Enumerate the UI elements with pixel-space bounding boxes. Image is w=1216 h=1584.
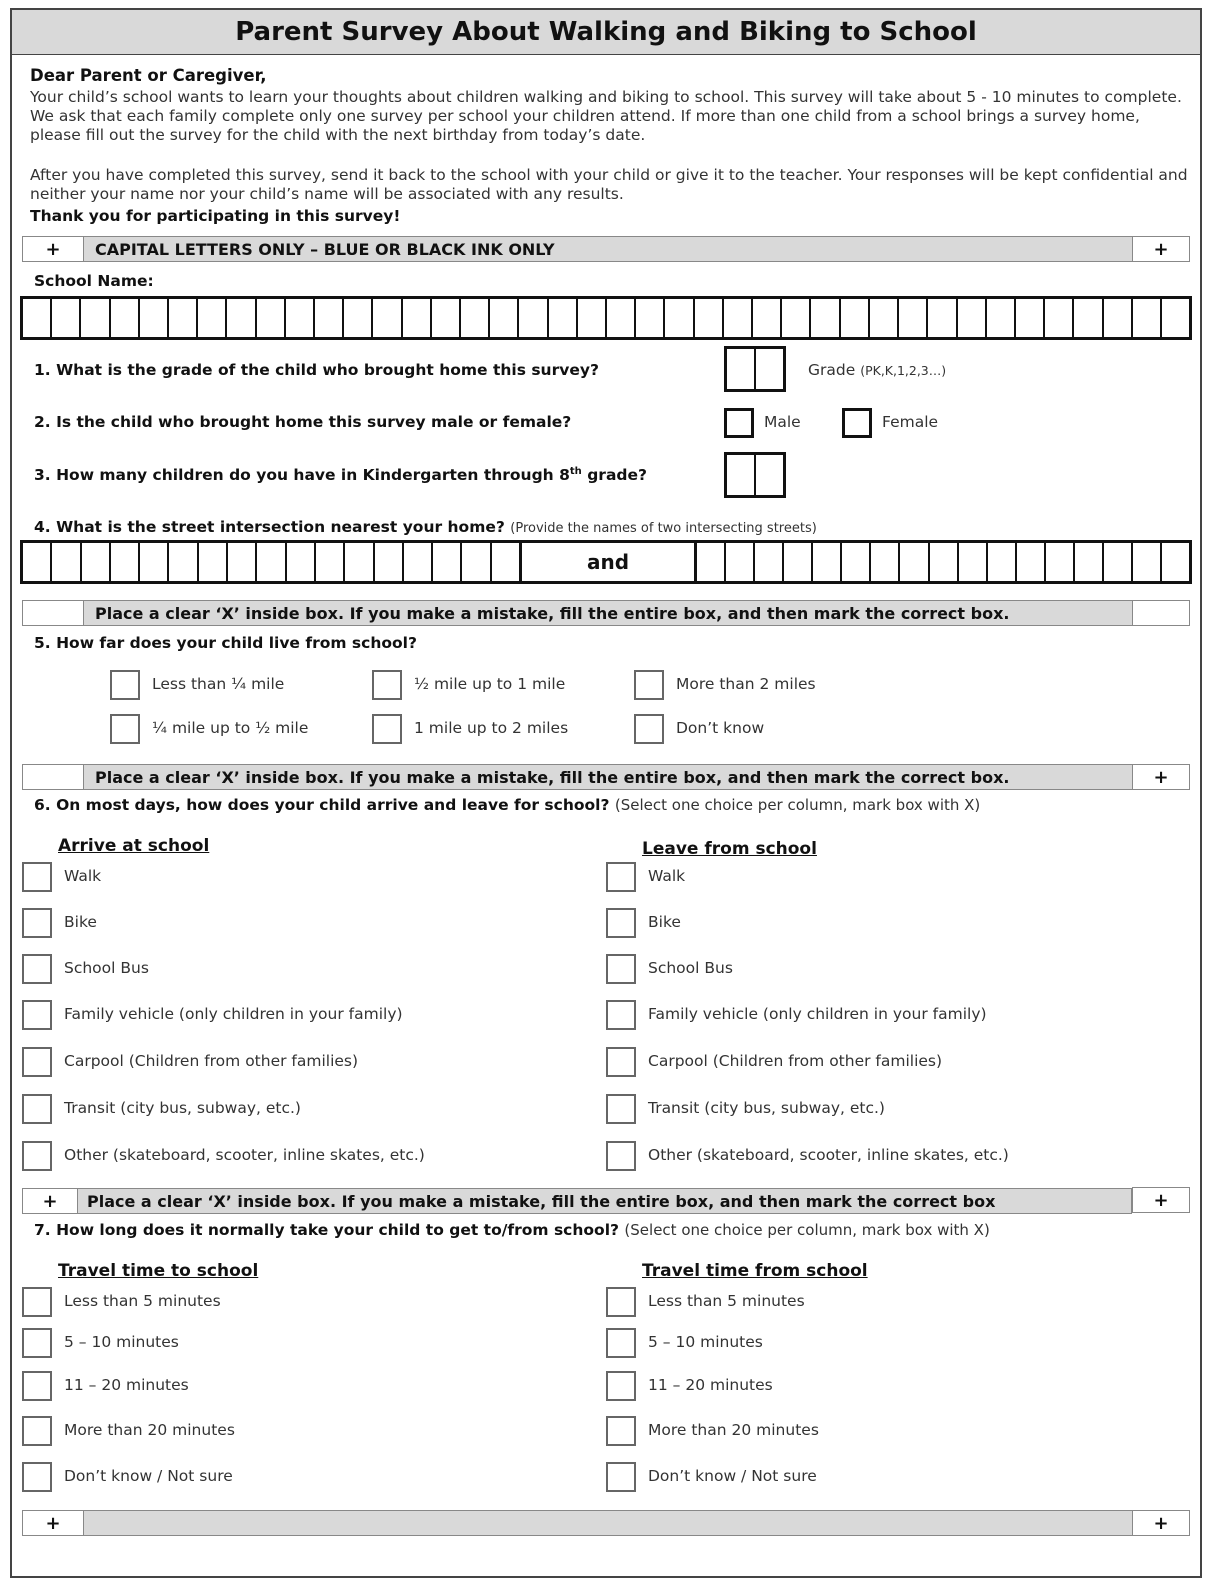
letter-box[interactable] [138, 543, 167, 581]
letter-box[interactable] [897, 299, 926, 337]
q5-label: 5. How far does your child live from school? [34, 634, 417, 652]
time-to-option-checkbox[interactable] [22, 1371, 52, 1401]
letter-box[interactable] [693, 299, 722, 337]
letter-box[interactable] [751, 299, 780, 337]
arrive-option-checkbox[interactable] [22, 1141, 52, 1171]
letter-box[interactable] [1015, 543, 1044, 581]
q3-label-text: 3. How many children do you have in Kindergarten through 8 [34, 466, 570, 485]
letter-box[interactable] [430, 299, 459, 337]
letter-box[interactable] [1073, 543, 1102, 581]
letter-box[interactable] [957, 543, 986, 581]
time-from-option-label: 5 – 10 minutes [648, 1333, 763, 1351]
female-checkbox[interactable] [842, 408, 872, 438]
time-from-option-checkbox[interactable] [606, 1328, 636, 1358]
arrive-option-label: Family vehicle (only children in your family) [64, 1005, 403, 1023]
letter-box[interactable] [225, 299, 254, 337]
letter-box[interactable] [1131, 299, 1160, 337]
letter-box[interactable] [1131, 543, 1160, 581]
letter-box[interactable] [1160, 543, 1189, 581]
q7-label [34, 1221, 990, 1239]
grade-digit-1[interactable] [727, 349, 754, 389]
time-from-option-checkbox[interactable] [606, 1371, 636, 1401]
letter-box[interactable] [634, 299, 663, 337]
distance-option-checkbox[interactable] [634, 670, 664, 700]
letter-box[interactable] [371, 299, 400, 337]
letter-box[interactable] [373, 543, 402, 581]
leave-option-label: Other (skateboard, scooter, inline skates, etc.) [648, 1146, 1009, 1164]
distance-option-checkbox[interactable] [110, 714, 140, 744]
distance-option-label: Don’t know [676, 719, 765, 737]
letter-box[interactable] [839, 299, 868, 337]
instruction-bar [22, 600, 1190, 626]
letter-box[interactable] [80, 543, 109, 581]
q1-label: 1. What is the grade of the child who brought home this survey? [34, 361, 599, 379]
letter-box[interactable] [697, 543, 724, 581]
time-to-option-checkbox[interactable] [22, 1462, 52, 1492]
time-from-option-label: Don’t know / Not sure [648, 1467, 817, 1485]
letter-box[interactable] [342, 299, 371, 337]
letter-box[interactable] [809, 299, 838, 337]
leave-option-checkbox[interactable] [606, 862, 636, 892]
letter-box[interactable] [926, 299, 955, 337]
children-count-input[interactable] [724, 452, 786, 498]
letter-box[interactable] [255, 543, 284, 581]
q4-label [34, 518, 817, 536]
arrive-option-checkbox[interactable] [22, 954, 52, 984]
plus-icon: + [1132, 764, 1190, 790]
letter-box[interactable] [753, 543, 782, 581]
leave-column-heading: Leave from school [642, 839, 817, 859]
letter-box[interactable] [780, 299, 809, 337]
letter-box[interactable] [1014, 299, 1043, 337]
distance-option-label: ¼ mile up to ½ mile [152, 719, 309, 737]
time-to-option-checkbox[interactable] [22, 1328, 52, 1358]
intro-paragraph-1: Your child’s school wants to learn your thoughts about children walking and biking to school. This survey will take about 5 - 10 minutes to complete. We ask that each family complete only one survey per school your children attend. If more than one child from a school brings a survey home, please fill out the survey for the child with the next birthday from today’s date. [30, 88, 1182, 144]
time-from-option-checkbox[interactable] [606, 1416, 636, 1446]
letter-box[interactable] [79, 299, 108, 337]
time-to-option-label: 5 – 10 minutes [64, 1333, 179, 1351]
letter-box[interactable] [313, 299, 342, 337]
time-to-option-label: More than 20 minutes [64, 1421, 235, 1439]
time-to-option-label: Less than 5 minutes [64, 1292, 221, 1310]
time-to-option-label: 11 – 20 minutes [64, 1376, 189, 1394]
letter-box[interactable] [986, 543, 1015, 581]
q7-note: (Select one choice per column, mark box with X) [624, 1221, 990, 1239]
letter-box[interactable] [402, 543, 431, 581]
letter-box[interactable] [50, 543, 79, 581]
instruction-text: Place a clear ‘X’ inside box. If you make a mistake, fill the entire box, and then mark the correct box. [95, 603, 1010, 623]
bar-blank-cell [22, 600, 84, 626]
plus-icon: + [22, 1510, 84, 1536]
letter-box[interactable] [724, 543, 753, 581]
letter-box[interactable] [928, 543, 957, 581]
letter-box[interactable] [663, 299, 692, 337]
distance-option-label: More than 2 miles [676, 675, 816, 693]
letter-box[interactable] [226, 543, 255, 581]
thanks-text: Thank you for participating in this survey! [30, 207, 401, 225]
instruction-text: Place a clear ‘X’ inside box. If you make a mistake, fill the entire box, and then mark the correct box [87, 1191, 996, 1211]
arrive-column-heading: Arrive at school [58, 836, 210, 856]
letter-box[interactable] [50, 299, 79, 337]
greeting: Dear Parent or Caregiver, [30, 66, 267, 85]
arrive-option-checkbox[interactable] [22, 908, 52, 938]
letter-box[interactable] [1043, 299, 1072, 337]
plus-icon: + [22, 236, 84, 262]
q6-label [34, 796, 980, 814]
letter-box[interactable] [23, 299, 50, 337]
letter-box[interactable] [109, 543, 138, 581]
letter-box[interactable] [868, 299, 897, 337]
leave-option-label: Carpool (Children from other families) [648, 1052, 943, 1070]
letter-box[interactable] [898, 543, 927, 581]
title-bar [12, 10, 1200, 55]
leave-option-checkbox[interactable] [606, 908, 636, 938]
arrive-option-label: Carpool (Children from other families) [64, 1052, 359, 1070]
leave-option-checkbox[interactable] [606, 1000, 636, 1030]
letter-box[interactable] [840, 543, 869, 581]
time-to-option-checkbox[interactable] [22, 1287, 52, 1317]
grade-input[interactable] [724, 346, 786, 392]
arrive-option-checkbox[interactable] [22, 862, 52, 892]
arrive-option-label: Bike [64, 913, 97, 931]
bar-blank-cell [22, 764, 84, 790]
distance-option-checkbox[interactable] [372, 670, 402, 700]
grade-hint-options: (PK,K,1,2,3…) [860, 363, 947, 378]
male-label: Male [764, 413, 801, 431]
travel-to-column-heading: Travel time to school [58, 1261, 259, 1281]
q3-label [34, 466, 647, 484]
letter-box[interactable] [722, 299, 751, 337]
distance-option-label: 1 mile up to 2 miles [414, 719, 569, 737]
time-to-option-label: Don’t know / Not sure [64, 1467, 233, 1485]
letter-box[interactable] [23, 543, 50, 581]
arrive-option-checkbox[interactable] [22, 1047, 52, 1077]
grade-hint-label: Grade [808, 361, 856, 379]
plus-icon: + [1132, 1187, 1190, 1213]
school-name-input[interactable] [20, 296, 1192, 340]
plus-icon: + [1132, 236, 1190, 262]
plus-icon: + [22, 1188, 78, 1214]
time-from-option-checkbox[interactable] [606, 1462, 636, 1492]
leave-option-label: School Bus [648, 959, 733, 977]
letter-box[interactable] [167, 543, 196, 581]
time-from-option-label: More than 20 minutes [648, 1421, 819, 1439]
time-from-option-label: 11 – 20 minutes [648, 1376, 773, 1394]
count-digit-2[interactable] [754, 455, 783, 495]
letter-box[interactable] [869, 543, 898, 581]
letter-box[interactable] [1102, 299, 1131, 337]
time-to-option-checkbox[interactable] [22, 1416, 52, 1446]
letter-box[interactable] [459, 299, 488, 337]
letter-box[interactable] [547, 299, 576, 337]
street-1-input[interactable] [20, 540, 522, 584]
letter-box[interactable] [1072, 299, 1101, 337]
letter-box[interactable] [285, 543, 314, 581]
arrive-option-checkbox[interactable] [22, 1000, 52, 1030]
instruction-text: Place a clear ‘X’ inside box. If you make a mistake, fill the entire box, and then mark the correct box. [95, 767, 1010, 787]
bottom-bar [22, 1510, 1190, 1536]
female-label: Female [882, 413, 939, 431]
arrive-option-label: Other (skateboard, scooter, inline skates, etc.) [64, 1146, 425, 1164]
q6-note: (Select one choice per column, mark box with X) [614, 796, 981, 814]
letter-box[interactable] [314, 543, 343, 581]
grade-hint [808, 361, 946, 379]
time-from-option-label: Less than 5 minutes [648, 1292, 805, 1310]
leave-option-label: Walk [648, 867, 686, 885]
distance-option-label: Less than ¼ mile [152, 675, 285, 693]
male-checkbox[interactable] [724, 408, 754, 438]
instruction-bar [22, 764, 1190, 790]
letter-box[interactable] [343, 543, 372, 581]
letter-box[interactable] [956, 299, 985, 337]
intro-paragraph-2: After you have completed this survey, send it back to the school with your child or give it to the teacher. Your responses will be kept confidential and neither your name nor your child’s name will be associated with any results. [30, 166, 1188, 203]
distance-option-checkbox[interactable] [110, 670, 140, 700]
letter-box[interactable] [431, 543, 460, 581]
capital-letters-text: CAPITAL LETTERS ONLY – BLUE OR BLACK INK ONLY [95, 239, 555, 259]
letter-box[interactable] [460, 543, 489, 581]
bar-blank-cell [1132, 600, 1190, 626]
arrive-option-label: School Bus [64, 959, 149, 977]
letter-box[interactable] [196, 299, 225, 337]
letter-box[interactable] [985, 299, 1014, 337]
q3-label-sup: th [569, 466, 582, 477]
time-from-option-checkbox[interactable] [606, 1287, 636, 1317]
q4-label-text: 4. What is the street intersection nearest your home? [34, 518, 505, 536]
q2-label: 2. Is the child who brought home this survey male or female? [34, 413, 572, 431]
letter-box[interactable] [255, 299, 284, 337]
letter-box[interactable] [782, 543, 811, 581]
distance-option-label: ½ mile up to 1 mile [414, 675, 566, 693]
and-label: and [522, 540, 694, 584]
school-name-label: School Name: [34, 272, 154, 290]
grade-digit-2[interactable] [754, 349, 783, 389]
letter-box[interactable] [109, 299, 138, 337]
letter-box[interactable] [490, 543, 519, 581]
travel-from-column-heading: Travel time from school [642, 1261, 868, 1281]
letter-box[interactable] [1044, 543, 1073, 581]
street-2-input[interactable] [694, 540, 1192, 584]
letter-box[interactable] [576, 299, 605, 337]
letter-box[interactable] [517, 299, 546, 337]
arrive-option-checkbox[interactable] [22, 1094, 52, 1124]
letter-box[interactable] [1102, 543, 1131, 581]
leave-option-label: Bike [648, 913, 681, 931]
letter-box[interactable] [605, 299, 634, 337]
leave-option-checkbox[interactable] [606, 1094, 636, 1124]
letter-box[interactable] [284, 299, 313, 337]
leave-option-checkbox[interactable] [606, 1047, 636, 1077]
letter-box[interactable] [138, 299, 167, 337]
leave-option-label: Transit (city bus, subway, etc.) [648, 1099, 885, 1117]
distance-option-checkbox[interactable] [372, 714, 402, 744]
letter-box[interactable] [488, 299, 517, 337]
count-digit-1[interactable] [727, 455, 754, 495]
leave-option-checkbox[interactable] [606, 954, 636, 984]
q3-label-end: grade? [581, 466, 648, 485]
leave-option-label: Family vehicle (only children in your family) [648, 1005, 987, 1023]
distance-option-checkbox[interactable] [634, 714, 664, 744]
q7-label-text: 7. How long does it normally take your child to get to/from school? [34, 1221, 620, 1239]
leave-option-checkbox[interactable] [606, 1141, 636, 1171]
plus-icon: + [1132, 1510, 1190, 1536]
page-title: Parent Survey About Walking and Biking to School [235, 17, 977, 47]
instruction-bar [22, 1188, 1132, 1214]
q6-label-text: 6. On most days, how does your child arrive and leave for school? [34, 796, 610, 814]
q4-note: (Provide the names of two intersecting streets) [510, 521, 817, 536]
arrive-option-label: Walk [64, 867, 102, 885]
arrive-option-label: Transit (city bus, subway, etc.) [64, 1099, 301, 1117]
letter-box[interactable] [401, 299, 430, 337]
letter-box[interactable] [197, 543, 226, 581]
capital-letters-bar [22, 236, 1190, 262]
survey-page [10, 8, 1202, 1578]
letter-box[interactable] [167, 299, 196, 337]
letter-box[interactable] [1160, 299, 1189, 337]
letter-box[interactable] [811, 543, 840, 581]
